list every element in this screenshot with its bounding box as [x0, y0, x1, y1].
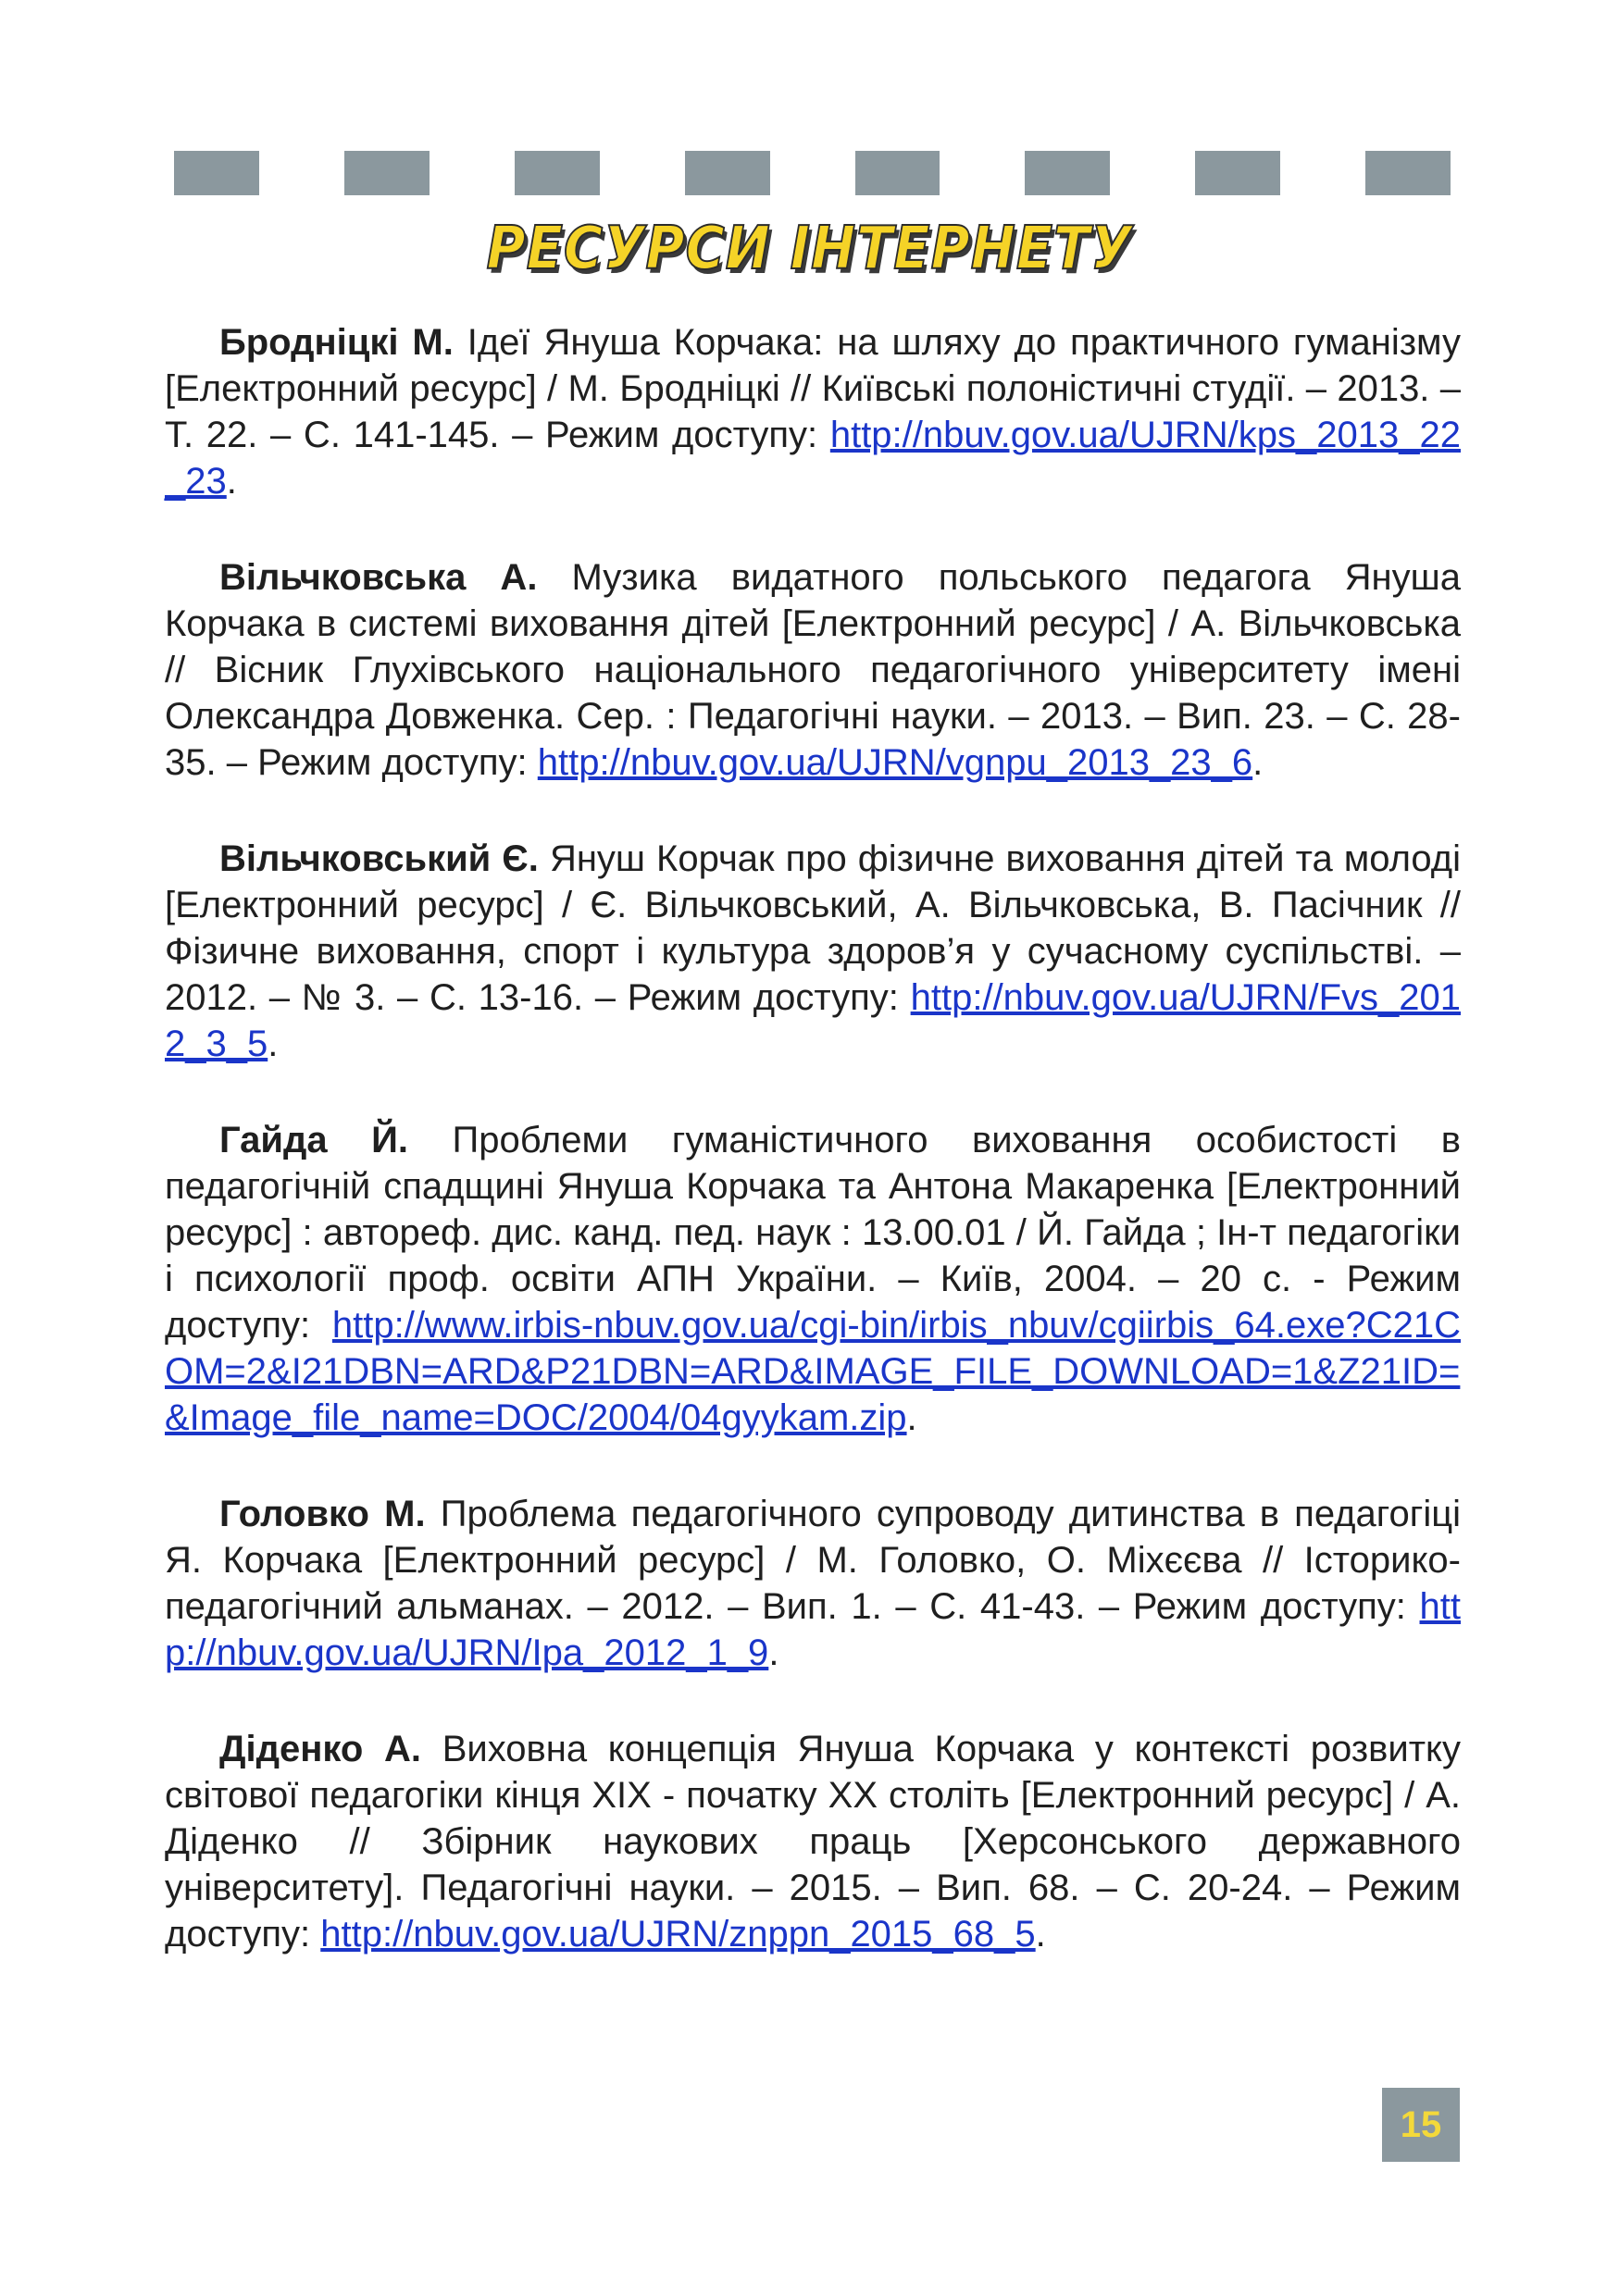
entry-text: Януш Корчак про фізичне виховання дітей та молоді [Електронний ресурс] / Є. Вільчковський, А. Вільчковська, В. Пасічник // Фізичне виховання, спорт і культура здоров’я у сучасному суспільстві. – 2012. – № 3. – С. 13-16. – Режим доступу:: [165, 838, 1461, 1018]
entry-end: .: [906, 1397, 917, 1438]
bibliography-entry: [165, 836, 1461, 1067]
bibliography-entry: [165, 319, 1461, 504]
bibliography-entry: [165, 1117, 1461, 1441]
entry-text: Виховна концепція Януша Корчака у контексті розвитку світової педагогіки кінця XIX - початку XX століть [Електронний ресурс] / А. Діденко // Збірник наукових праць [Херсонського державного університету]. Педагогічні науки. – 2015. – Вип. 68. – С. 20-24. – Режим доступу:: [165, 1729, 1461, 1955]
strip-square: [344, 151, 430, 195]
entry-text: Проблема педагогічного супроводу дитинства в педагогіці Я. Корчака [Електронний ресурс] / М. Головко, О. Міхєєва // Історико-педагогічний альманах. – 2012. – Вип. 1. – С. 41-43. – Режим доступу:: [165, 1494, 1462, 1627]
entry-link[interactable]: http://nbuv.gov.ua/UJRN/Fvs_2012_3_5: [165, 977, 1461, 1064]
strip-square: [430, 151, 515, 195]
entry-text: Ідеї Януша Корчака: на шляху до практичного гуманізму [Електронний ресурс] / М. Бродніцкі // Київські полоністичні студії. – 2013. – Т. 22. – С. 141-145. – Режим доступу:: [165, 322, 1461, 455]
entry-link[interactable]: http://nbuv.gov.ua/UJRN/kps_2013_22_23: [165, 415, 1461, 502]
bibliography-entry: [165, 1491, 1461, 1676]
strip-square: [600, 151, 685, 195]
entry-author: Головко М.: [219, 1494, 426, 1534]
entry-end: .: [226, 461, 237, 502]
strip-square: [685, 151, 770, 195]
strip-square: [259, 151, 344, 195]
entry-end: .: [1252, 742, 1264, 783]
entry-link[interactable]: http://nbuv.gov.ua/UJRN/Ipa_2012_1_9: [165, 1586, 1461, 1673]
entry-link[interactable]: http://www.irbis-nbuv.gov.ua/cgi-bin/irbis_nbuv/cgiirbis_64.exe?C21COM=2&I21DBN=ARD&P21DBN=ARD&IMAGE_FILE_DOWNLOAD=1&Z21ID=&Image_file_name=DOC/2004/04gyykam.zip: [165, 1305, 1461, 1438]
strip-square: [770, 151, 855, 195]
strip-square: [855, 151, 940, 195]
entry-author: Вільчковський Є.: [219, 838, 539, 879]
decorative-checker-strip: [174, 151, 1451, 195]
entry-link[interactable]: http://nbuv.gov.ua/UJRN/vgnpu_2013_23_6: [537, 742, 1253, 783]
entry-link[interactable]: http://nbuv.gov.ua/UJRN/znppn_2015_68_5: [320, 1914, 1036, 1955]
strip-square: [1195, 151, 1280, 195]
entry-end: .: [768, 1632, 779, 1673]
entry-text: Музика видатного польського педагога Януша Корчака в системі виховання дітей [Електронний ресурс] / А. Вільчковська // Вісник Глухівського національного педагогічного університету імені Олександра Довженка. Сер. : Педагогічні науки. – 2013. – Вип. 23. – С. 28-35. – Режим доступу:: [165, 557, 1461, 783]
strip-square: [1365, 151, 1451, 195]
strip-square: [174, 151, 259, 195]
strip-square: [1110, 151, 1195, 195]
bibliography-list: [165, 319, 1461, 2007]
entry-end: .: [268, 1024, 279, 1064]
entry-end: .: [1035, 1914, 1046, 1955]
page-number: 15: [1382, 2088, 1460, 2162]
bibliography-entry: [165, 554, 1461, 786]
entry-text: Проблеми гуманістичного виховання особистості в педагогічній спадщині Януша Корчака та Антона Макаренка [Електронний ресурс] : автореф. дис. канд. пед. наук : 13.00.01 / Й. Гайда ; Ін-т педагогіки і психології проф. освіти АПН України. – Київ, 2004. – 20 с. - Режим доступу:: [165, 1120, 1461, 1346]
entry-author: Вільчковська А.: [219, 557, 538, 598]
strip-square: [1025, 151, 1110, 195]
bibliography-entry: [165, 1726, 1461, 1957]
strip-square: [515, 151, 600, 195]
strip-square: [940, 151, 1025, 195]
strip-square: [1280, 151, 1365, 195]
entry-author: Бродніцкі М.: [219, 322, 454, 363]
page-title: РЕСУРСИ ІНТЕРНЕТУ: [486, 215, 1133, 283]
entry-author: Гайда Й.: [219, 1120, 408, 1160]
entry-author: Діденко А.: [219, 1729, 422, 1769]
